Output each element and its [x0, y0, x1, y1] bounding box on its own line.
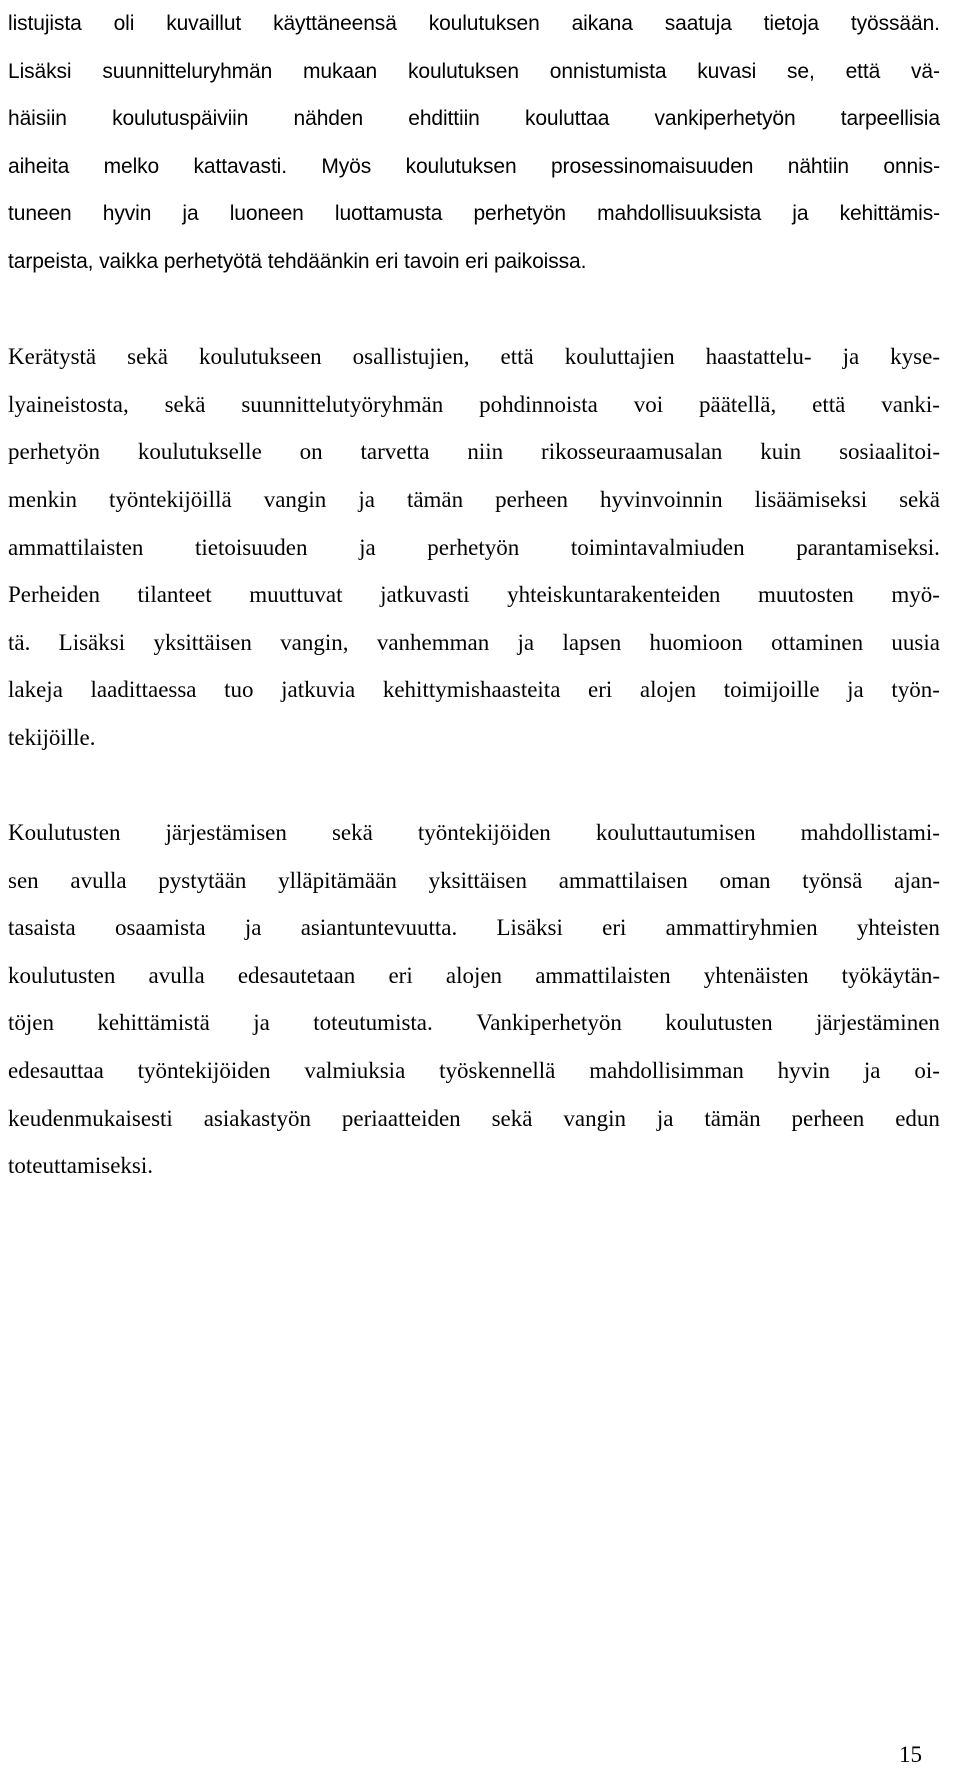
text-line: Koulutusten järjestämisen sekä työntekijöiden kouluttautumisen mahdollistami-	[8, 820, 940, 846]
text-line: perhetyön koulutukselle on tarvetta niin rikosseuraamusalan kuin sosiaalitoi-	[8, 439, 940, 465]
text-line: keudenmukaisesti asiakastyön periaatteiden sekä vangin ja tämän perheen edun	[8, 1105, 940, 1131]
text-line: Kerätystä sekä koulutukseen osallistujien, että kouluttajien haastattelu- ja kyse-	[8, 344, 940, 370]
text-line: ammattilaisten tietoisuuden ja perhetyön toimintavalmiuden parantamiseksi.	[8, 534, 940, 560]
paragraph	[8, 333, 940, 761]
text-line: koulutusten avulla edesautetaan eri alojen ammattilaisten yhtenäisten työkäytän-	[8, 962, 940, 988]
text-line: tasaista osaamista ja asiantuntevuutta. Lisäksi eri ammattiryhmien yhteisten	[8, 915, 940, 941]
page-number: 15	[899, 1742, 922, 1767]
text-line: tekijöille.	[8, 724, 96, 750]
paragraph	[8, 809, 940, 1190]
text-line: tuneen hyvin ja luoneen luottamusta perhetyön mahdollisuuksista ja kehittämis-	[8, 202, 940, 226]
document-page	[8, 0, 940, 1788]
text-line: toteuttamiseksi.	[8, 1153, 154, 1179]
paragraph-gap	[8, 286, 940, 334]
text-line: lyaineistosta, sekä suunnittelutyöryhmän pohdinnoista voi päätellä, että vanki-	[8, 391, 940, 417]
text-line: listujista oli kuvaillut käyttäneensä koulutuksen aikana saatuja tietoja työssään.	[8, 12, 940, 35]
text-line: tarpeista, vaikka perhetyötä tehdäänkin eri tavoin eri paikoissa.	[8, 249, 587, 273]
text-line: töjen kehittämistä ja toteutumista. Vankiperhetyön koulutusten järjestäminen	[8, 1010, 940, 1036]
text-line: menkin työntekijöillä vangin ja tämän perheen hyvinvoinnin lisäämiseksi sekä	[8, 486, 940, 512]
text-line: Perheiden tilanteet muuttuvat jatkuvasti yhteiskuntarakenteiden muutosten myö-	[8, 582, 940, 608]
text-line: tä. Lisäksi yksittäisen vangin, vanhemman ja lapsen huomioon ottaminen uusia	[8, 629, 940, 655]
body-text	[8, 0, 940, 1190]
text-line: edesauttaa työntekijöiden valmiuksia työskennellä mahdollisimman hyvin ja oi-	[8, 1058, 940, 1084]
text-line: lakeja laadittaessa tuo jatkuvia kehittymishaasteita eri alojen toimijoille ja työn-	[8, 677, 940, 703]
text-line: Lisäksi suunnitteluryhmän mukaan koulutuksen onnistumista kuvasi se, että vä-	[8, 59, 940, 83]
paragraph	[8, 0, 940, 286]
text-line: häisiin koulutuspäiviin nähden ehdittiin kouluttaa vankiperhetyön tarpeellisia	[8, 107, 940, 131]
text-line: aiheita melko kattavasti. Myös koulutuksen prosessinomaisuuden nähtiin onnis-	[8, 154, 940, 178]
text-line: sen avulla pystytään ylläpitämään yksittäisen ammattilaisen oman työnsä ajan-	[8, 867, 940, 893]
paragraph-gap	[8, 762, 940, 810]
